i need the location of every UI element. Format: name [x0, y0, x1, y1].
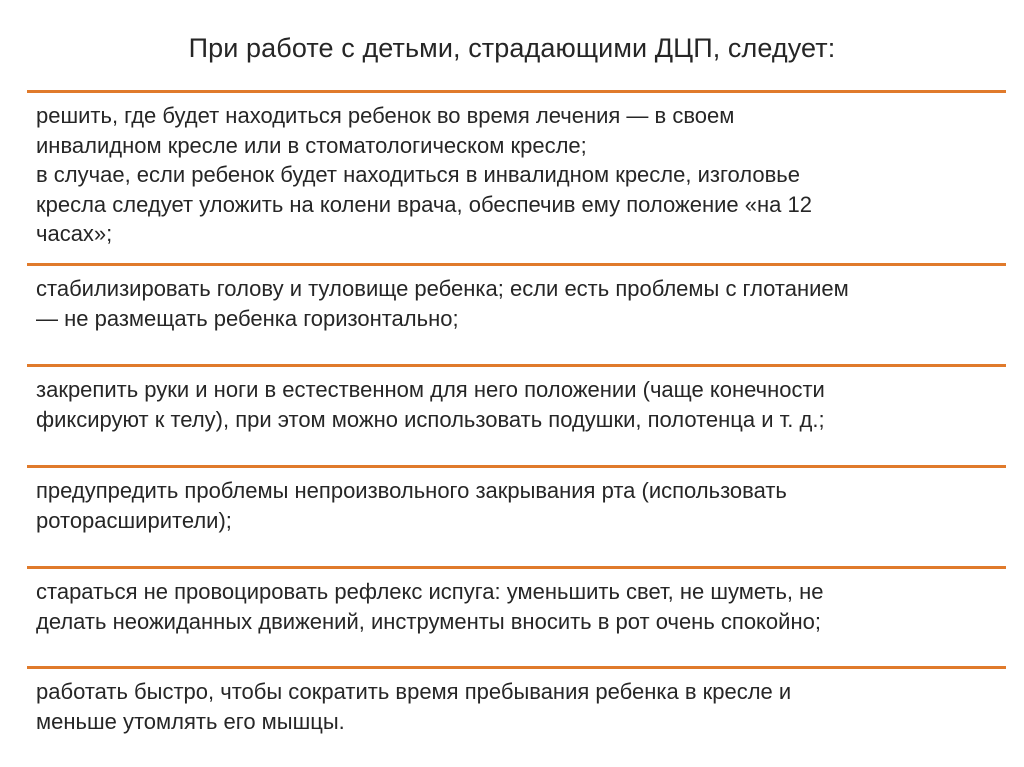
divider-line: [27, 465, 1006, 468]
list-item: предупредить проблемы непроизвольного закрывания рта (использовать роторасширители);: [36, 478, 787, 533]
list-item: стабилизировать голову и туловище ребенка; если есть проблемы с глотанием — не размещать ребенка горизонтально;: [36, 276, 849, 331]
divider-line: [27, 263, 1006, 266]
slide-title: При работе с детьми, страдающими ДЦП, следует:: [188, 33, 836, 63]
divider-line: [27, 90, 1006, 93]
list-item: решить, где будет находиться ребенок во время лечения — в своем инвалидном кресле или в стоматологическом кресле; в случае, если ребенок будет находиться в инвалидном кресле, изголовье кресла следует уложить на колени врача, обеспечив ему положение «на 12 часах»;: [36, 103, 812, 246]
divider-line: [27, 566, 1006, 569]
list-item: стараться не провоцировать рефлекс испуга: уменьшить свет, не шуметь, не делать неожиданных движений, инструменты вносить в рот очень спокойно;: [36, 579, 824, 634]
list-item: закрепить руки и ноги в естественном для него положении (чаще конечности фиксируют к телу), при этом можно использовать подушки, полотенца и т. д.;: [36, 377, 825, 432]
divider-line: [27, 364, 1006, 367]
divider-line: [27, 666, 1006, 669]
list-item: работать быстро, чтобы сократить время пребывания ребенка в кресле и меньше утомлять его мышцы.: [36, 679, 792, 734]
